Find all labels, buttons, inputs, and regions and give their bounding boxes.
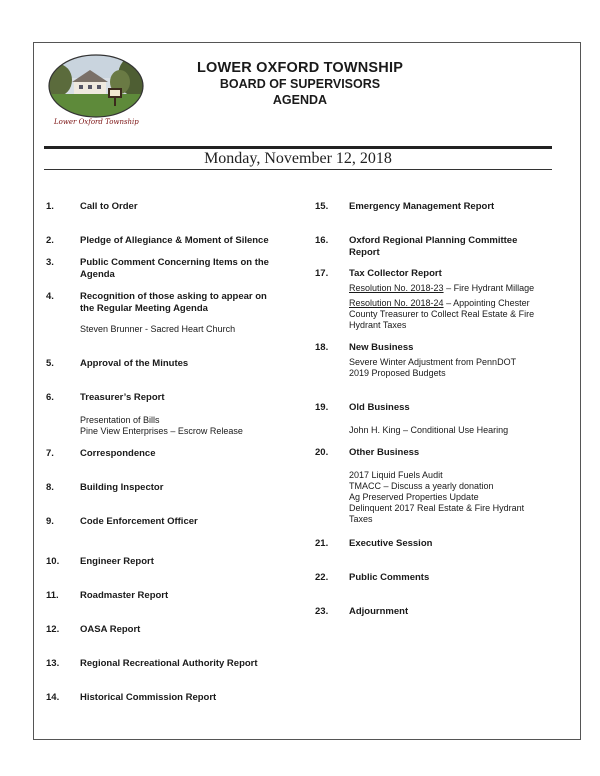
item-title: Public Comments (349, 572, 430, 583)
item-detail: Severe Winter Adjustment from PennDOT (349, 357, 517, 367)
item-number: 14. (46, 692, 60, 703)
item-number: 4. (46, 291, 54, 302)
resolution-desc: – Fire Hydrant Millage (443, 283, 535, 293)
item-detail: TMACC – Discuss a yearly donation (349, 481, 494, 491)
resolution-link: Resolution No. 2018-23 (349, 283, 444, 293)
item-detail: John H. King – Conditional Use Hearing (349, 425, 509, 435)
item-number: 17. (315, 268, 329, 279)
township-name: LOWER OXFORD TOWNSHIP (196, 60, 404, 76)
item-detail: Pine View Enterprises – Escrow Release (80, 426, 243, 436)
item-title: Treasurer’s Report (80, 392, 165, 403)
item-detail: Ag Preserved Properties Update (349, 492, 479, 502)
township-logo (46, 52, 146, 120)
item-title: OASA Report (80, 624, 141, 635)
item-title: Tax Collector Report (349, 268, 442, 279)
item-title: Emergency Management Report (349, 201, 495, 212)
item-number: 10. (46, 556, 60, 567)
item-number: 13. (46, 658, 60, 669)
item-number: 16. (315, 235, 329, 246)
item-number: 6. (46, 392, 54, 403)
item-number: 12. (46, 624, 60, 635)
item-title: Regional Recreational Authority Report (80, 658, 258, 669)
item-title: Roadmaster Report (80, 590, 169, 601)
item-number: 18. (315, 342, 329, 353)
resolution-link: Resolution No. 2018-24 (349, 298, 444, 308)
item-title: Oxford Regional Planning Committee Report (349, 235, 518, 258)
item-number: 9. (46, 516, 54, 527)
item-number: 19. (315, 402, 329, 413)
item-number: 15. (315, 201, 329, 212)
item-title: Code Enforcement Officer (80, 516, 198, 527)
agenda-header (150, 60, 450, 108)
item-number: 20. (315, 447, 329, 458)
item-title: Call to Order (80, 201, 138, 212)
item-title: Approval of the Minutes (80, 358, 189, 369)
document-title: AGENDA (272, 93, 328, 107)
item-number: 3. (46, 257, 54, 268)
item-number: 2. (46, 235, 54, 246)
item-detail: Delinquent 2017 Real Estate & Fire Hydrant Taxes (349, 503, 525, 525)
item-detail: Presentation of Bills (80, 415, 160, 425)
item-number: 1. (46, 201, 54, 212)
item-number: 5. (46, 358, 54, 369)
item-number: 11. (46, 590, 59, 601)
item-title: Recognition of those asking to appear on the Regular Meeting Agenda (80, 291, 267, 314)
item-number: 21. (315, 538, 329, 549)
logo-caption: Lower Oxford Township (54, 118, 139, 126)
item-title: Other Business (349, 447, 420, 458)
item-title: Executive Session (349, 538, 433, 549)
item-title: Building Inspector (80, 482, 164, 493)
resolution-2018-23 (349, 283, 549, 294)
item-number: 23. (315, 606, 329, 617)
divider-thin (44, 169, 552, 170)
item-title: Old Business (349, 402, 410, 413)
item-title: Adjournment (349, 606, 409, 617)
item-number: 7. (46, 448, 54, 459)
item-detail: Steven Brunner - Sacred Heart Church (80, 324, 236, 334)
item-title: Engineer Report (80, 556, 154, 567)
item-detail: 2019 Proposed Budgets (349, 368, 446, 378)
item-title: New Business (349, 342, 414, 353)
item-title: Pledge of Allegiance & Moment of Silence (80, 235, 269, 246)
meeting-date: Monday, November 12, 2018 (204, 150, 392, 167)
item-number: 22. (315, 572, 329, 583)
board-name: BOARD OF SUPERVISORS (219, 77, 381, 91)
divider-thick (44, 146, 552, 149)
item-title: Historical Commission Report (80, 692, 217, 703)
item-number: 8. (46, 482, 54, 493)
resolution-desc: – Appointing Chester County Treasurer to Collect Real Estate & Fire Hydrant Taxes (349, 298, 535, 331)
item-title: Public Comment Concerning Items on the Agenda (80, 257, 269, 280)
item-detail: 2017 Liquid Fuels Audit (349, 470, 443, 480)
item-title: Correspondence (80, 448, 156, 459)
resolution-2018-24 (349, 298, 549, 332)
